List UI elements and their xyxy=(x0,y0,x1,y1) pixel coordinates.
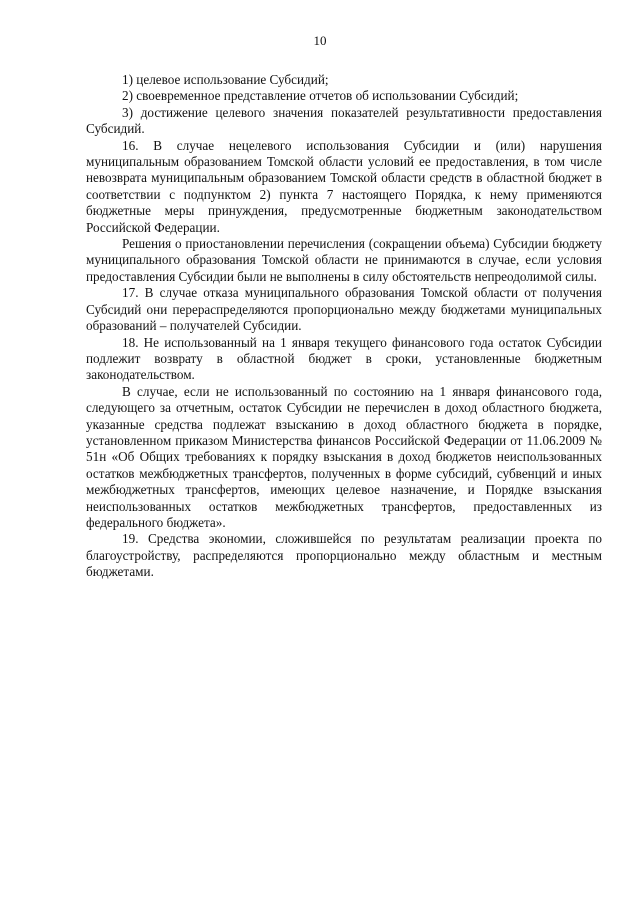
list-item-performance: 3) достижение целевого значения показателей результативности предоставления Субсидий. xyxy=(86,104,602,137)
paragraph-19: 19. Средства экономии, сложившейся по результатам реализации проекта по благоустройству, распределяются пропорционально между областным и местным бюджетами. xyxy=(86,531,602,580)
list-item-reporting: 2) своевременное представление отчетов об использовании Субсидий; xyxy=(122,88,519,104)
document-body xyxy=(86,72,602,581)
paragraph-17: 17. В случае отказа муниципального образования Томской области от получения Субсидий они перераспределяются пропорционально между бюджетами муниципальных образований – получателей Субсидии. xyxy=(86,285,602,334)
paragraph-suspension-decisions: Решения о приостановлении перечисления (сокращении объема) Субсидии бюджету муниципального образования Томской области не принимаются в случае, если условия предоставления Субсидии были не выполнены в силу обстоятельств непреодолимой силы. xyxy=(86,236,602,284)
paragraph-16: 16. В случае нецелевого использования Субсидии и (или) нарушения муниципальным образованием Томской области условий ее предоставления, в том числе невозврата муниципальным образованием Томской области средств в областной бюджет в соответствии с подпунктом 2) пункта 7 настоящего Порядка, к нему применяются бюджетные меры принуждения, предусмотренные бюджетным законодательством Российской Федерации. xyxy=(86,137,602,235)
paragraph-recovery: В случае, если не использованный по состоянию на 1 января финансового года, следующего за отчетным, остаток Субсидии не перечислен в доход областного бюджета, указанные средства подлежат взысканию в доход областного бюджета в порядке, установленном приказом Министерства финансов Российской Федерации от 11.06.2009 № 51н «Об Общих требованиях к порядку взыскания в доход бюджетов неиспользованных остатков межбюджетных трансфертов, полученных в форме субсидий, субвенций и иных межбюджетных трансфертов, имеющих целевое назначение, и Порядке взыскания неиспользованных остатков межбюджетных трансфертов, предоставленных из федерального бюджета». xyxy=(86,383,602,530)
page-number: 10 xyxy=(313,33,327,48)
list-item-target-use: 1) целевое использование Субсидий; xyxy=(122,72,329,87)
paragraph-18: 18. Не использованный на 1 января текущего финансового года остаток Субсидии подлежит возврату в областной бюджет в сроки, установленные бюджетным законодательством. xyxy=(86,334,602,383)
